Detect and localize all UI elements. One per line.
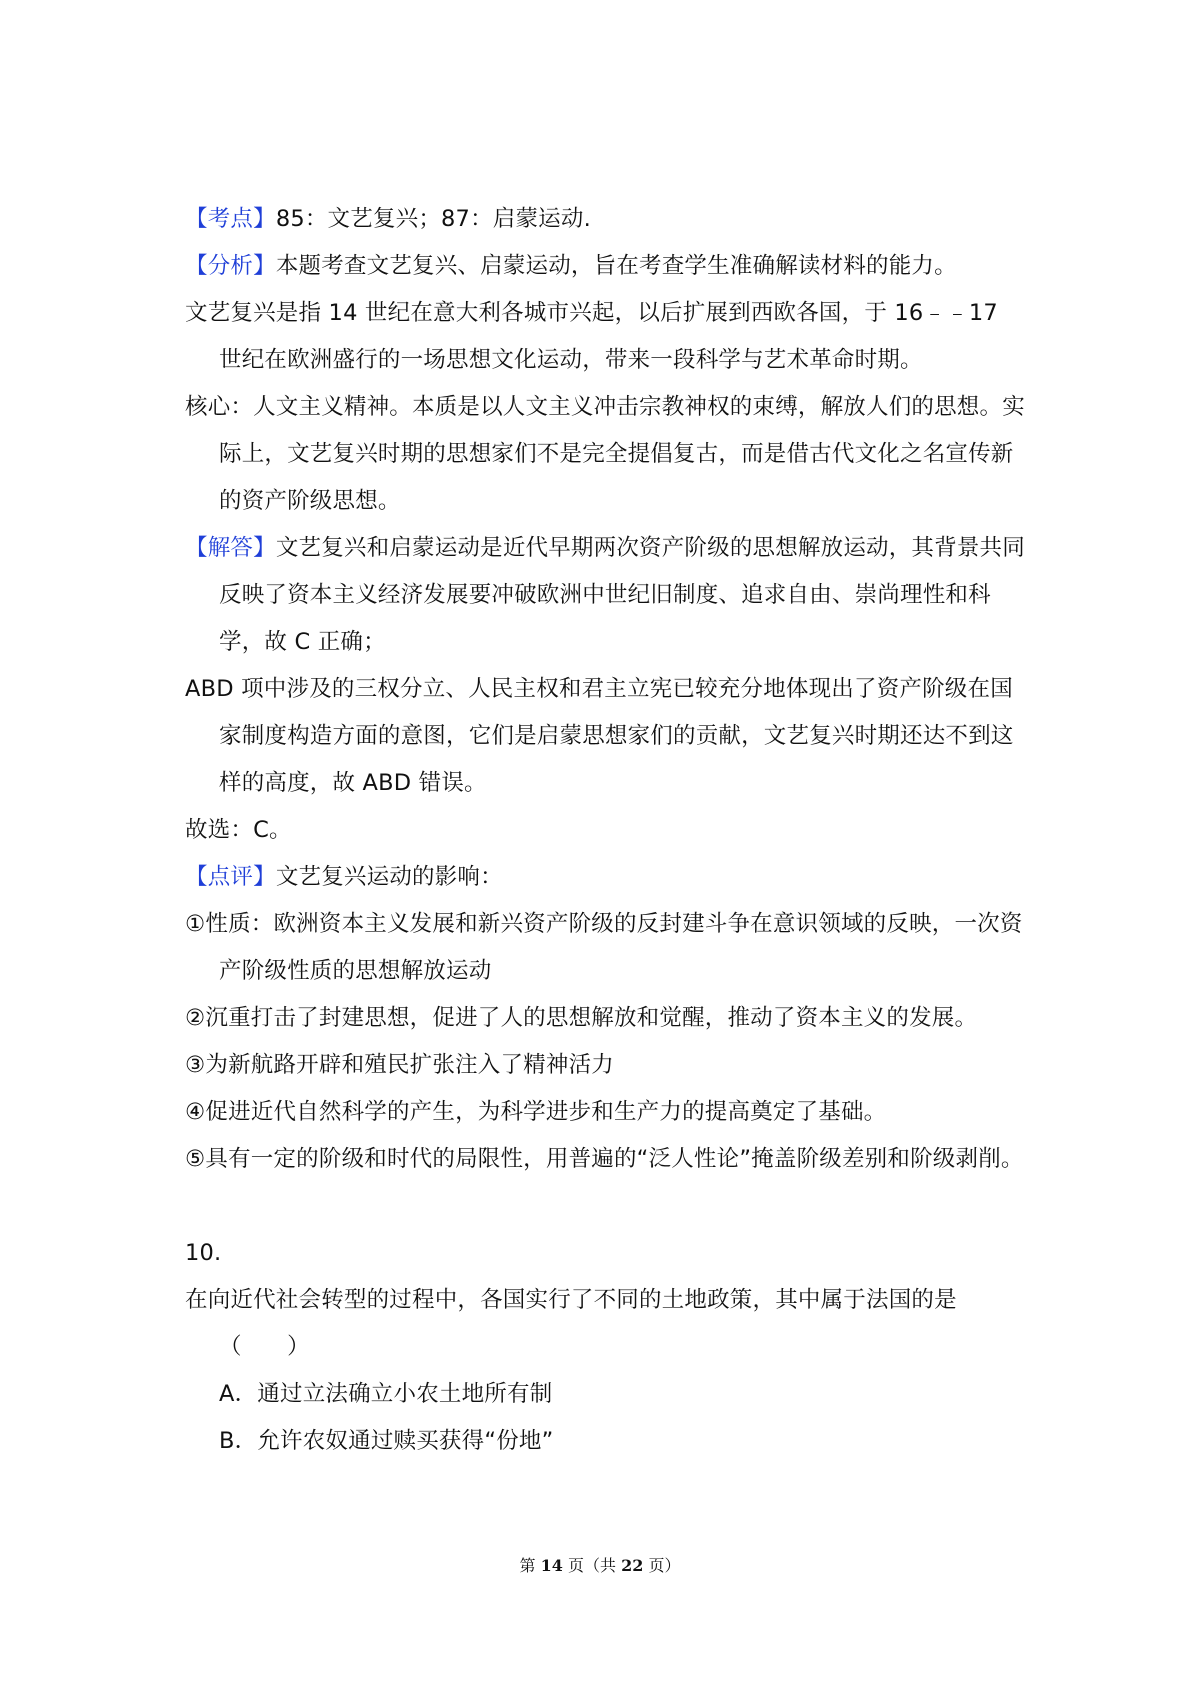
fenxi-tag: 【分析】: [185, 253, 276, 279]
question-number: 10.: [185, 1240, 222, 1266]
influence-item-1: ①性质：欧洲资本主义发展和新兴资产阶级的反封建斗争在意识领域的反映，一次资产阶级性质的思想解放运动: [185, 911, 1023, 984]
section-gap: [185, 1183, 1025, 1230]
influence-item-3: ③为新航路开辟和殖民扩张注入了精神活力: [185, 1052, 614, 1078]
influence-item-5: ⑤具有一定的阶级和时代的局限性，用普遍的“泛人性论”掩盖阶级差别和阶级剥削。: [185, 1146, 1024, 1172]
footer-suffix: 页）: [643, 1556, 681, 1575]
footer-prefix: 第: [519, 1556, 541, 1575]
dianping-tag: 【点评】: [185, 864, 276, 890]
analysis-paragraph-1: 文艺复兴是指 14 世纪在意大利各城市兴起，以后扩展到西欧各国，于 16﹣﹣17 世纪在欧洲盛行的一场思想文化运动，带来一段科学与艺术革命时期。: [185, 300, 998, 373]
jieda-line: [185, 525, 1025, 666]
answer-paragraph-2: 故选：C。: [185, 817, 292, 843]
analysis-paragraph-2: 核心：人文主义精神。本质是以人文主义冲击宗教神权的束缚，解放人们的思想。实际上，文艺复兴时期的思想家们不是完全提倡复古，而是借古代文化之名宣传新的资产阶级思想。: [185, 394, 1025, 514]
question-stem: 在向近代社会转型的过程中，各国实行了不同的土地政策，其中属于法国的是（ ）: [185, 1287, 957, 1360]
page-footer: [0, 1554, 1200, 1578]
fenxi-text: 本题考查文艺复兴、启蒙运动，旨在考查学生准确解读材料的能力。: [275, 253, 957, 279]
influence-item-2: ②沉重打击了封建思想，促进了人的思想解放和觉醒，推动了资本主义的发展。: [185, 1005, 978, 1031]
question-option-b: B．允许农奴通过赎买获得“份地”: [219, 1428, 554, 1454]
footer-middle: 页（共: [562, 1556, 622, 1575]
footer-page-number: 14: [540, 1556, 563, 1575]
question-option-a: A．通过立法确立小农土地所有制: [219, 1381, 553, 1407]
influence-item-4: ④促进近代自然科学的产生，为科学进步和生产力的提高奠定了基础。: [185, 1099, 887, 1125]
footer-total-pages: 22: [621, 1556, 644, 1575]
kaodian-text: 85：文艺复兴；87：启蒙运动.: [275, 206, 591, 232]
kaodian-line: [185, 196, 1025, 243]
jieda-tag: 【解答】: [185, 535, 276, 561]
answer-paragraph-1: ABD 项中涉及的三权分立、人民主权和君主立宪已较充分地体现出了资产阶级在国家制度构造方面的意图，它们是启蒙思想家们的贡献，文艺复兴时期还达不到这样的高度，故 ABD 错误。: [185, 676, 1014, 796]
dianping-text: 文艺复兴运动的影响：: [275, 864, 503, 890]
dianping-line: [185, 854, 1025, 901]
jieda-text: 文艺复兴和启蒙运动是近代早期两次资产阶级的思想解放运动，其背景共同反映了资本主义经济发展要冲破欧洲中世纪旧制度、追求自由、崇尚理性和科学，故 C 正确；: [219, 535, 1025, 655]
kaodian-tag: 【考点】: [185, 206, 276, 232]
fenxi-line: [185, 243, 1025, 290]
document-body: [185, 196, 1025, 1465]
